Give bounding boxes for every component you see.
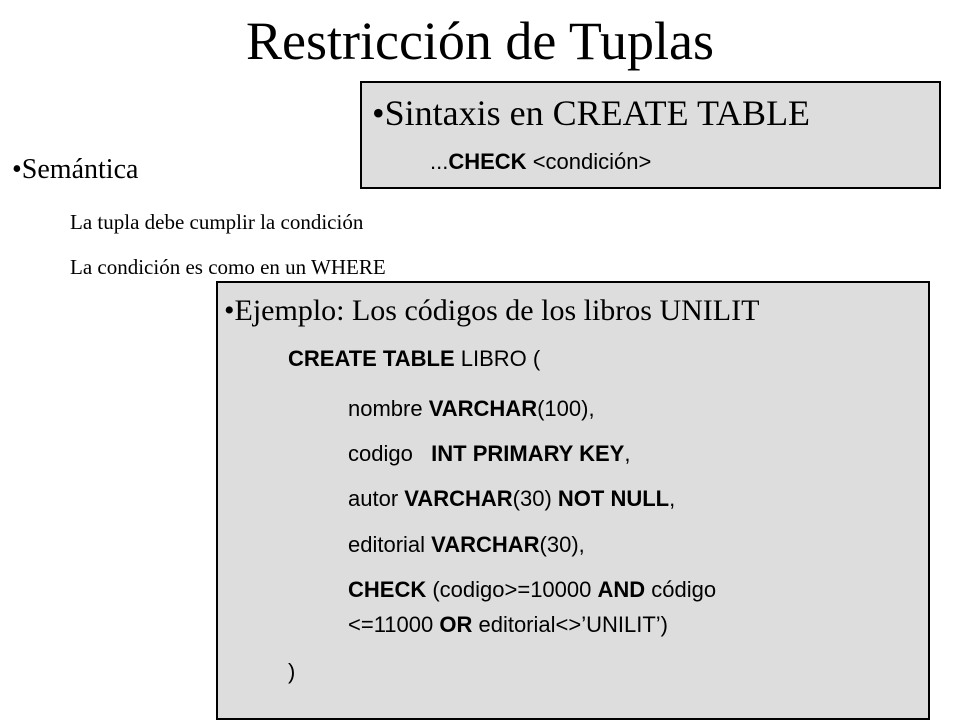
syntax-code xyxy=(430,148,651,176)
code-text: código xyxy=(645,577,717,602)
code-text: (codigo>=10000 xyxy=(426,577,598,602)
code-keyword: VARCHAR xyxy=(404,486,513,511)
code-text: editorial<>’UNILIT’) xyxy=(472,612,668,637)
code-line-2 xyxy=(348,395,595,423)
slide-title: Restricción de Tuplas xyxy=(246,11,714,71)
code-text: nombre xyxy=(348,396,429,421)
code-text: (100), xyxy=(537,396,595,421)
code-line-5 xyxy=(348,531,585,559)
code-text: autor xyxy=(348,486,405,511)
code-line-4 xyxy=(348,485,675,513)
code-keyword: CREATE TABLE xyxy=(288,346,455,371)
code-text: , xyxy=(624,441,631,466)
code-text: LIBRO ( xyxy=(454,346,541,371)
semantics-heading: •Semántica xyxy=(12,154,139,185)
code-line-6 xyxy=(348,576,716,604)
code-keyword: VARCHAR xyxy=(428,396,538,421)
code-text: (30) xyxy=(512,486,558,511)
syntax-argument: <condición> xyxy=(526,149,652,174)
example-box xyxy=(216,281,930,720)
example-heading: •Ejemplo: Los códigos de los libros UNILIT xyxy=(224,294,760,327)
code-line-7 xyxy=(348,611,668,639)
code-keyword: VARCHAR xyxy=(431,532,540,557)
code-text: ) xyxy=(288,659,296,684)
code-keyword: AND xyxy=(597,577,646,602)
syntax-box xyxy=(360,81,941,189)
code-text: , xyxy=(669,486,676,511)
code-line-1 xyxy=(288,345,540,373)
code-keyword: NOT NULL xyxy=(557,486,670,511)
semantics-line-2: La condición es como en un WHERE xyxy=(70,255,386,279)
code-line-8 xyxy=(288,658,295,686)
syntax-prefix: ... xyxy=(430,149,449,174)
syntax-keyword: CHECK xyxy=(448,149,527,174)
code-keyword: OR xyxy=(439,612,473,637)
syntax-heading: •Sintaxis en CREATE TABLE xyxy=(372,93,811,133)
code-text: editorial xyxy=(348,532,432,557)
code-text: (30), xyxy=(539,532,585,557)
code-keyword: INT PRIMARY KEY xyxy=(431,441,625,466)
code-keyword: CHECK xyxy=(348,577,427,602)
code-line-3 xyxy=(348,440,630,468)
code-text: codigo xyxy=(348,441,432,466)
code-text: <=11000 xyxy=(348,612,440,637)
semantics-line-1: La tupla debe cumplir la condición xyxy=(70,210,364,234)
